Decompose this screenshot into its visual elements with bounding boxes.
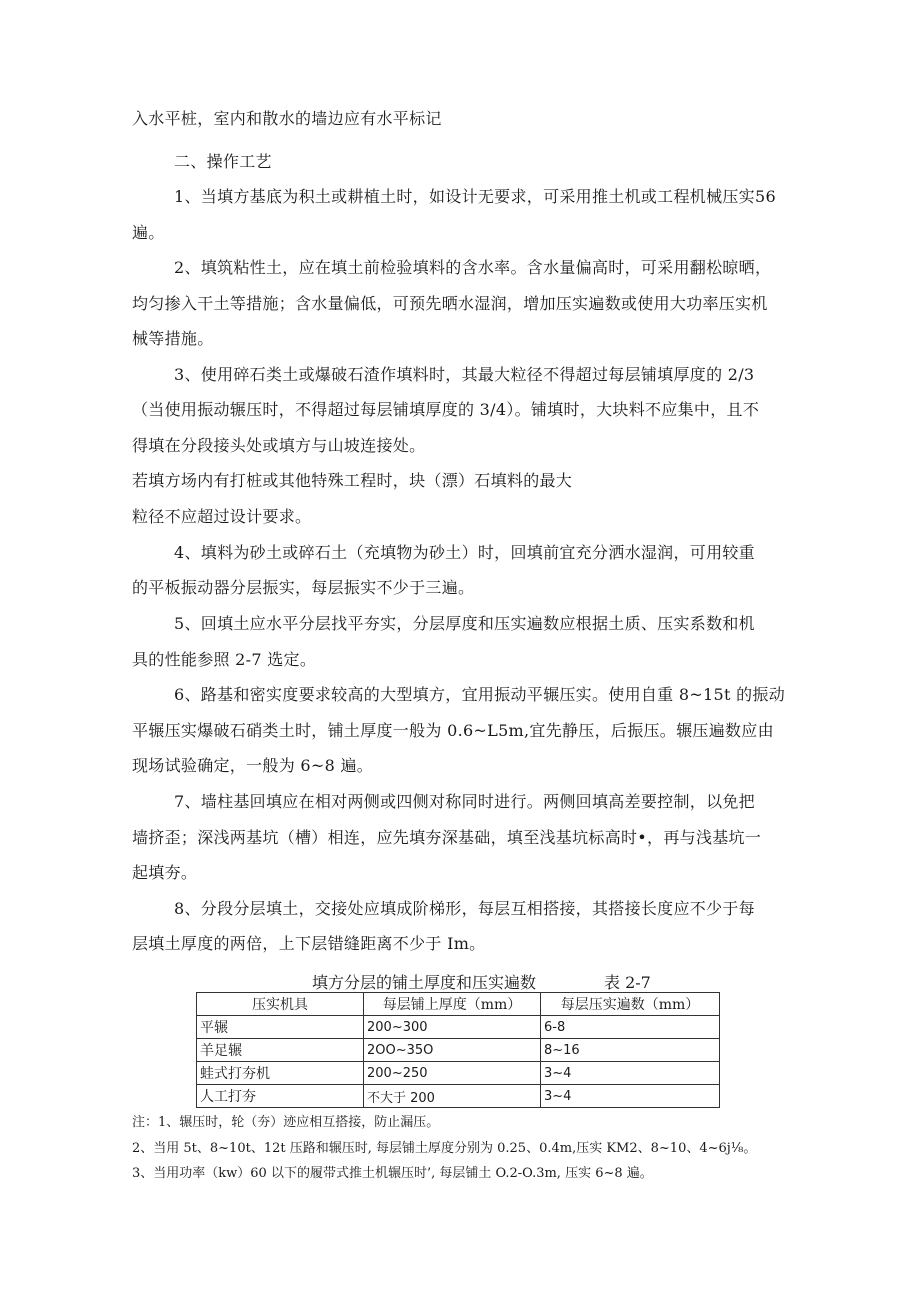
table-cell: 200~300 [364, 1016, 541, 1039]
paragraph-line: 3、使用碎石类土或爆破石渣作填料时，其最大粒径不得超过每层铺填厚度的 2/3 [174, 365, 755, 384]
table-cell: 人工打夯 [197, 1085, 364, 1108]
table-cell: 羊足辗 [197, 1039, 364, 1062]
table-cell: 不大于 200 [364, 1085, 541, 1108]
table-number: 表 2-7 [604, 973, 651, 992]
paragraph-line: 2、填筑粘性土，应在填土前检验填料的含水率。含水量偏高时，可采用翻松晾晒， [174, 258, 772, 277]
paragraph-line: 遍。 [132, 223, 165, 242]
table-cell: 蛙式打夯机 [197, 1062, 364, 1085]
table-cell: 3~4 [541, 1062, 720, 1085]
table-cell: 平辗 [197, 1016, 364, 1039]
paragraph-line: 粒径不应超过设计要求。 [132, 507, 312, 526]
paragraph-line: 墙挤歪；深浅两基坑（槽）相连，应先填夯深基础，填至浅基坑标高时•，再与浅基坑一 [132, 828, 762, 847]
paragraph-line: 的平板振动器分层振实，每层振实不少于三遍。 [132, 578, 475, 597]
paragraph-line: 现场试验确定，一般为 6~8 遍。 [132, 756, 374, 775]
table-note: 注：1、辗压时，轮（夯）迹应相互搭接，防止漏压。 [132, 1115, 440, 1130]
table-cell: 3~4 [541, 1085, 720, 1108]
table-note: 3、当用功率（kw）60 以下的履带式推土机辗压时’, 每层铺土 O.2-O.3m, 压实 6~8 遍。 [132, 1166, 653, 1181]
table-row [197, 1016, 720, 1039]
paragraph-line: 平辗压实爆破石硝类土时，铺土厚度一般为 0.6~L5m,宜先静压，后振压。辗压遍数应由 [132, 721, 774, 740]
paragraph-line: 7、墙柱基回填应在相对两侧或四侧对称同时进行。两侧回填高差要控制，以免把 [174, 792, 755, 811]
table-cell: 8~16 [541, 1039, 720, 1062]
paragraph-line: 械等措施。 [132, 329, 214, 348]
table-row [197, 1085, 720, 1108]
compaction-table [196, 992, 720, 1108]
paragraph-line: 5、回填土应水平分层找平夯实，分层厚度和压实遍数应根据土质、压实系数和机 [174, 614, 755, 633]
paragraph-line: 得填在分段接头处或填方与山坡连接处。 [132, 436, 426, 455]
table-row [197, 1062, 720, 1085]
paragraph-line: 均匀掺入干土等措施；含水量偏低，可预先晒水湿润，增加压实遍数或使用大功率压实机 [132, 294, 768, 313]
table-title: 填方分层的铺土厚度和压实遍数 [312, 973, 537, 992]
paragraph-line: 起填夯。 [132, 863, 198, 882]
paragraph-line: 6、路基和密实度要求较高的大型填方，宜用振动平辗压实。使用自重 8~15t 的振动 [174, 685, 786, 704]
paragraph-line: 1、当填方基底为积土或耕植土时，如设计无要求，可采用推土机或工程机械压实56 [174, 187, 776, 206]
section-heading: 二、操作工艺 [174, 152, 272, 171]
paragraph-line: 若填方场内有打桩或其他特殊工程时，块（漂）石填料的最大 [132, 471, 573, 490]
paragraph-line: 具的性能参照 2-7 选定。 [132, 650, 317, 669]
header-cell: 每层铺上厚度（mm） [364, 993, 541, 1016]
table-header-row [197, 993, 720, 1016]
header-cell: 每层压实遍数（mm） [541, 993, 720, 1016]
paragraph-line: 8、分段分层填土，交接处应填成阶梯形，每层互相搭接，其搭接长度应不少于每 [174, 899, 755, 918]
header-cell: 压实机具 [197, 993, 364, 1016]
table-cell: 200~250 [364, 1062, 541, 1085]
table-row [197, 1039, 720, 1062]
table-note: 2、当用 5t、8~10t、12t 压路和辗压时, 每层铺土厚度分别为 0.25、0.4m,压实 KM2、8~10、4~6j⅛。 [132, 1141, 757, 1156]
paragraph-line: 层填土厚度的两倍，上下层错缝距离不少于 Im。 [132, 934, 486, 953]
table-cell: 6-8 [541, 1016, 720, 1039]
paragraph-line: （当使用振动辗压时，不得超过每层铺填厚度的 3/4）。铺填时，大块料不应集中，且不 [132, 400, 760, 419]
paragraph-line: 入水平桩，室内和散水的墙边应有水平标记 [132, 109, 442, 128]
paragraph-line: 4、填料为砂土或碎石土（充填物为砂土）时，回填前宜充分洒水湿润，可用较重 [174, 543, 755, 562]
table-cell: 2OO~35O [364, 1039, 541, 1062]
